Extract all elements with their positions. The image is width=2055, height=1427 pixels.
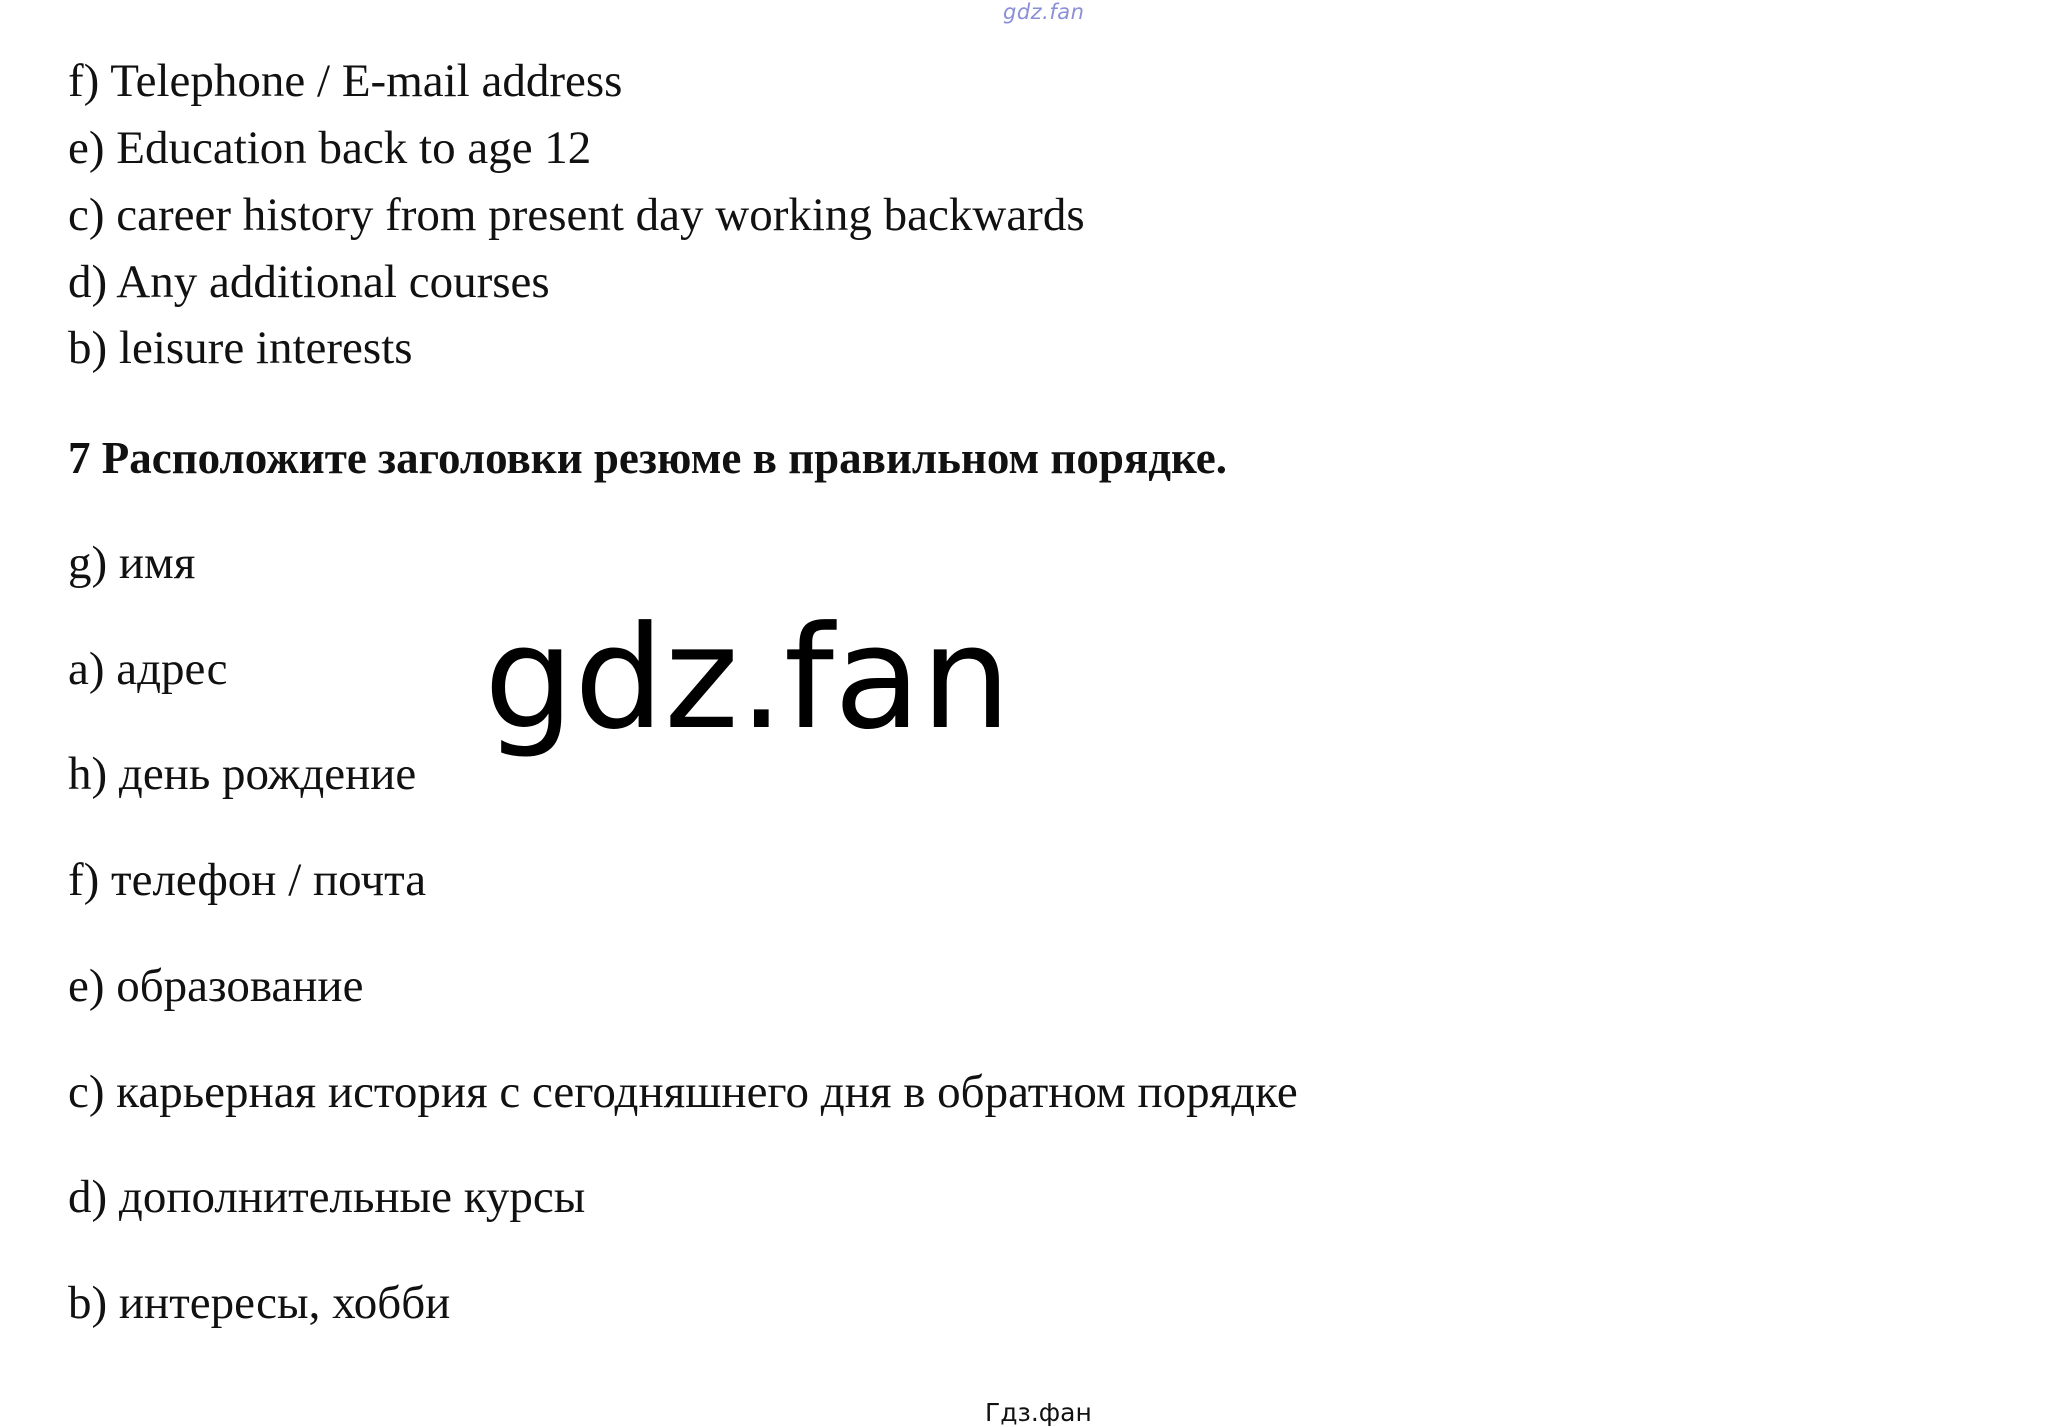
list-item: b) leisure interests [68,322,413,374]
list-item: f) Telephone / E-mail address [68,55,623,107]
list-item: g) имя [68,537,196,589]
list-item: c) career history from present day working backwards [68,189,1085,241]
list-item: a) адрес [68,643,228,695]
list-item: e) образование [68,960,364,1012]
list-item: c) карьерная история с сегодняшнего дня в обратном порядке [68,1066,1298,1118]
task-heading: 7 Расположите заголовки резюме в правильном порядке. [68,433,1227,483]
footer-watermark: Гдз.фан [985,1398,1092,1427]
list-item: d) дополнительные курсы [68,1171,586,1223]
top-watermark: gdz.fan [1003,0,1085,24]
list-item: e) Education back to age 12 [68,122,592,174]
list-item: d) Any additional courses [68,256,550,308]
center-watermark: gdz.fan [484,596,1011,761]
list-item: h) день рождение [68,748,417,800]
list-item: b) интересы, хобби [68,1277,451,1329]
list-item: f) телефон / почта [68,854,427,906]
